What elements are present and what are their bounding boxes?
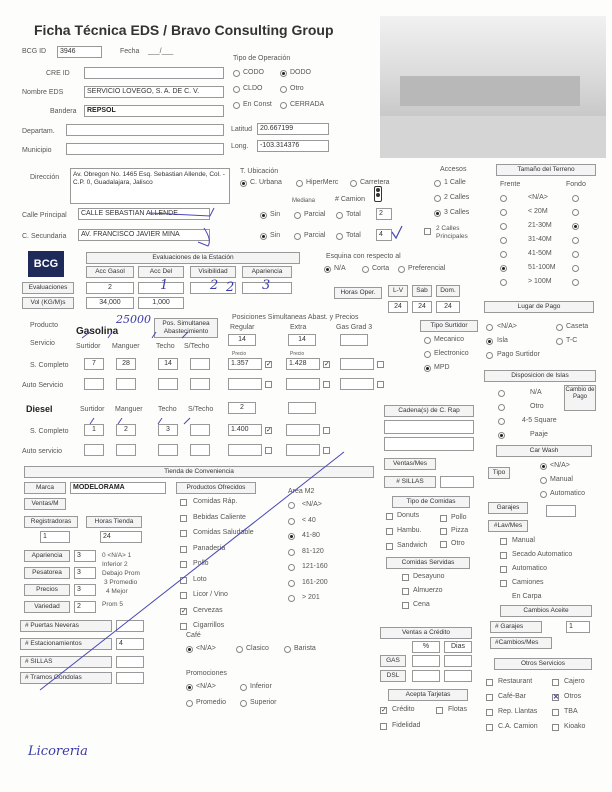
handwritten-eval-apariencia: 3	[262, 278, 271, 293]
ubicacion-title: T. Ubicación	[240, 168, 279, 175]
esquina-na-label: N/A	[334, 265, 346, 272]
tamano-range-label-6: > 100M	[528, 278, 552, 285]
calle-principal-parcial-label: Parcial	[304, 211, 326, 218]
horas-sab-field[interactable]: 24	[412, 301, 432, 313]
cafe-barista-label: Barista	[294, 645, 316, 652]
ventas-credito-title: Ventas a Crédito	[380, 627, 472, 639]
latitud-label: Latitud	[231, 126, 253, 133]
cambios-mes-label: #Cambios/Mes	[490, 637, 552, 649]
evaluaciones-title: Evaluaciones de la Estación	[86, 252, 300, 264]
eval-col-accdel: Acc Del	[138, 266, 184, 278]
mediana-label: Mediana	[292, 198, 316, 204]
operacion-cerrada-label: CERRADA	[290, 101, 325, 108]
area-label-1: < 40	[302, 516, 316, 524]
tamano-range-label-2: 21-30M	[528, 222, 552, 229]
precios-label: Precios	[24, 584, 70, 596]
handwritten-eval-visibilidad: 2	[210, 278, 219, 293]
lav-secado-label: Secado Automatico	[512, 551, 573, 558]
credito-dsl-label: DSL	[380, 670, 406, 682]
precio-extra-caption: Precio	[290, 351, 305, 357]
credito-pct-label: %	[412, 641, 440, 653]
cafe-clasico-label: Clasico	[246, 645, 269, 652]
sillas-mid-label: # SILLAS	[384, 476, 436, 488]
area-label-4: 121-160	[302, 563, 328, 570]
pesadora-label: Pesatorea	[24, 567, 70, 579]
garajes-label: Garajes	[488, 502, 528, 514]
diesel-title: Diesel	[26, 404, 53, 414]
producto-label-8: Cigarrillos	[193, 622, 225, 629]
producto-label-1: Bebidas Caliente	[193, 513, 246, 521]
horas-sab-label: Sab	[412, 285, 432, 297]
precio-regular-caption: Precio	[232, 351, 247, 357]
tienda-title: Tienda de Conveniencia	[24, 466, 374, 478]
producto-label-5: Loto	[193, 575, 207, 583]
calle-principal-label: Calle Principal	[22, 212, 67, 219]
diesel-precio-check[interactable]: ✓	[266, 427, 272, 434]
municipio-label: Municipio	[22, 147, 52, 154]
accesos-principales-label: 2 Calles Principales	[436, 225, 468, 240]
otros-llantas-label: Rep. Llantas	[498, 708, 538, 715]
lav-camiones-label: Camiones	[512, 579, 544, 586]
departamento-label: Departam.	[22, 128, 55, 135]
comida-donuts-label: Donuts	[397, 512, 420, 519]
gas-techo-field[interactable]: 14	[158, 358, 178, 370]
operacion-cldo-label: CLDO	[243, 85, 263, 92]
diesel-techo-field[interactable]: 3	[158, 424, 178, 436]
direccion-label: Dirección	[30, 174, 60, 181]
horas-tienda-label: Horas Tienda	[86, 516, 142, 528]
pos-regular-field[interactable]: 14	[228, 334, 256, 346]
surtidor-mecanico-label: Mecanico	[434, 336, 464, 343]
gas-manguer-hdr: Manguer	[112, 343, 140, 350]
num-garajes-label: # Garajes	[490, 621, 542, 633]
ventas-mes-label: Ventas/Mes	[384, 458, 436, 470]
producto-check-7[interactable]: ✓	[181, 607, 187, 615]
diesel-precio-field[interactable]: 1.400	[228, 424, 262, 436]
frente-label: Frente	[500, 181, 521, 188]
credito-gas-label: GAS	[380, 655, 406, 667]
calle-principal-sin-label: Sin	[270, 211, 281, 218]
islas-otro-label: Otro	[530, 403, 544, 410]
servida-cena-label: Cena	[413, 601, 430, 608]
islas-na-label: N/A	[530, 389, 542, 396]
otros-camion-label: C.A. Camion	[498, 723, 538, 730]
operacion-title: Tipo de Operación	[233, 55, 291, 62]
tamano-range-label-4: 41-50M	[528, 250, 552, 257]
carwash-manual-label: Manual	[550, 476, 573, 483]
gas-surtidor-hdr: Surtidor	[76, 343, 101, 350]
accesos-2-label: 2 Calles	[444, 194, 470, 201]
calle-principal-field[interactable]: CALLE SEBASTIAN ALLENDE	[78, 208, 210, 220]
operacion-dodo-label: DODO	[290, 69, 311, 76]
gas-auto-label: Auto Servicio	[22, 382, 64, 389]
otros-cafebar-label: Café-Bar	[498, 693, 527, 700]
lav-carpa-label: En Carpa	[512, 593, 542, 600]
operacion-enconst-label: En Const	[243, 101, 272, 108]
otros-cajero-label: Cajero	[564, 678, 585, 685]
tamano-title: Tamaño del Terreno	[496, 164, 596, 176]
calle-principal-total-label: Total	[346, 211, 361, 218]
scale-1: Inferior 2	[102, 561, 128, 568]
otros-title: Otros Servicios	[494, 658, 592, 670]
gas-stecho-hdr: S/Techo	[184, 343, 210, 350]
estacionamientos-field[interactable]: 4	[116, 638, 144, 650]
calle-secundaria-sin-label: Sin	[270, 232, 281, 239]
gas-completo-label: S. Completo	[30, 362, 69, 369]
eval-col-accgasol: Acc Gasol	[86, 266, 134, 278]
cafe-title: Café	[186, 632, 201, 639]
tarjeta-fidelidad-label: Fidelidad	[392, 722, 421, 729]
bcg-id-label: BCG ID	[22, 48, 47, 55]
bcg-logo: BCG	[28, 251, 64, 277]
cre-id-label: CRE ID	[46, 70, 70, 77]
area-label-6: > 201	[302, 594, 320, 601]
calle-secundaria-label: C. Secundaria	[22, 233, 67, 240]
tarjeta-flotas-label: Flotas	[448, 706, 468, 713]
tamano-range-label-3: 31-40M	[528, 236, 552, 243]
promo-title: Promociones	[186, 670, 227, 677]
tarjetas-title: Acepta Tarjetas	[388, 689, 468, 701]
registradoras-field[interactable]: 1	[40, 531, 70, 543]
area-label-3: 81-120	[302, 547, 324, 555]
tarjeta-credito-label: Crédito	[392, 706, 415, 713]
islas-square-label: 4-5 Square	[522, 417, 557, 424]
diesel-techo-hdr: Techo	[158, 406, 177, 413]
cadenas-title: Cadena(s) de C. Rap	[384, 405, 474, 417]
precios-field[interactable]: 3	[74, 584, 96, 596]
calle-secundaria-total-label: Total	[346, 232, 361, 239]
direccion-field[interactable]: Av. Obregon No. 1465 Esq. Sebastian Allende, Col. - C.P. 0, Guadalajara, Jalisco	[70, 168, 230, 204]
marca-field[interactable]: MODELORAMA	[70, 482, 166, 494]
precio-regular-field[interactable]: 1.357	[228, 358, 262, 370]
accesos-3-label: 3 Calles	[444, 209, 470, 216]
variedad-label: Variedad	[24, 601, 70, 613]
fondo-label: Fondo	[566, 181, 586, 188]
scale-4: 4 Mejor	[106, 588, 128, 595]
comida-pizza-label: Pizza	[451, 527, 469, 534]
area-title: Area M2	[288, 488, 315, 495]
otros-kioako-label: Kioako	[564, 723, 586, 730]
area-label-0: <N/A>	[302, 501, 322, 508]
scale-2: Debajo Prom	[102, 570, 140, 577]
producto-label-6: Licor / Vino	[193, 591, 228, 598]
diesel-completo-label: S. Completo	[30, 428, 69, 435]
servida-almuerzo-label: Almuerzo	[413, 587, 443, 594]
longitud-field[interactable]: -103.314376	[257, 140, 329, 152]
scale-3: 3 Promedio	[104, 579, 138, 586]
fecha-field[interactable]: ___/___	[148, 48, 174, 55]
producto-label-3: Panadería	[193, 544, 226, 552]
sillas-label: # SILLAS	[20, 656, 112, 668]
accesos-title: Accesos	[440, 166, 467, 173]
esquina-title: Esquina con respecto al	[326, 253, 401, 260]
islas-paaje-label: Paaje	[530, 431, 548, 438]
pago-isla-label: Isla	[497, 337, 508, 344]
surtidor-electronico-label: Electronico	[434, 350, 469, 357]
tramos-label: # Tramos Gondolas	[20, 672, 112, 684]
scale-5: Prom 5	[102, 601, 123, 608]
otros-restaurant-label: Restaurant	[498, 678, 533, 685]
islas-title: Disposicion de Islas	[484, 370, 596, 382]
horas-label: Horas Oper.	[334, 287, 382, 299]
variedad-field[interactable]: 2	[74, 601, 96, 613]
gas-techo-hdr: Techo	[156, 343, 175, 350]
pos-precios-header: Posiciones Simultaneas Abast. y Precios	[232, 314, 359, 321]
eval-col-apariencia: Apariencia	[242, 266, 292, 278]
vol-del-field[interactable]: 1,000	[138, 297, 184, 309]
tarjeta-credito-check[interactable]: ✓	[381, 707, 387, 714]
regular-label: Regular	[230, 324, 255, 331]
diesel-stecho-hdr: S/Techo	[188, 406, 214, 413]
nombre-eds-field[interactable]: SERVICIO LOVEGO, S. A. DE C. V.	[84, 86, 224, 98]
vol-gasol-field[interactable]: 34,000	[86, 297, 134, 309]
cafe-na-label: <N/A>	[196, 645, 216, 652]
handwritten-eval-accdel: 1	[160, 278, 169, 293]
ubicacion-carretera-label: Carretera	[360, 179, 390, 186]
cambios-aceite-title: Cambios Aceite	[500, 605, 592, 617]
tamano-range-label-5: 51-100M	[528, 264, 556, 271]
servida-desayuno-label: Desayuno	[413, 573, 445, 580]
num-garajes-field[interactable]: 1	[566, 621, 590, 633]
horas-dom-field[interactable]: 24	[436, 301, 460, 313]
surtidor-mpd-label: MPD	[434, 364, 450, 371]
pos-extra-field[interactable]: 14	[288, 334, 316, 346]
marca-label: Marca	[24, 482, 66, 494]
precio-regular-check[interactable]: ✓	[266, 361, 272, 368]
precio-extra-check[interactable]: ✓	[324, 361, 330, 368]
operacion-otro-label: Otro	[290, 85, 304, 92]
longitud-label: Long.	[231, 143, 249, 150]
ubicacion-hipermerc-label: HiperMerc	[306, 179, 339, 186]
scale-0: 0 <N/A> 1	[102, 552, 132, 559]
diesel-auto-label: Auto servicio	[22, 448, 63, 455]
comida-pollo-label: Pollo	[451, 514, 467, 521]
otros-otros-label: Otros	[564, 693, 582, 700]
fecha-label: Fecha	[120, 48, 140, 55]
calle-principal-carriles[interactable]: 2	[376, 208, 392, 220]
promo-promedio-label: Promedio	[196, 699, 226, 706]
pago-surtidor-label: Pago Surtidor	[497, 351, 540, 358]
ventas-m-label: Ventas/M	[24, 498, 66, 510]
extra-label: Extra	[290, 324, 307, 331]
page-title: Ficha Técnica EDS / Bravo Consulting Group	[34, 22, 334, 38]
producto-label-0: Comidas Ráp.	[193, 498, 238, 505]
calle-secundaria-parcial-label: Parcial	[304, 232, 326, 239]
bandera-field[interactable]: REPSOL	[84, 105, 224, 117]
lugar-pago-title: Lugar de Pago	[484, 301, 594, 313]
esquina-corta-label: Corta	[372, 265, 390, 272]
pesadora-field[interactable]: 3	[74, 567, 96, 579]
handwritten-eval-visibilidad-2: 2	[226, 280, 235, 295]
horas-dom-label: Dom.	[436, 285, 460, 297]
handwritten-price-note: 25000	[116, 313, 151, 326]
gasolina-title: Gasolina	[76, 326, 119, 337]
puertas-label: # Puertas Neveras	[20, 620, 112, 632]
ubicacion-urbana-label: C. Urbana	[250, 179, 282, 186]
registradoras-label: Registradoras	[24, 516, 78, 528]
producto-label-7: Cervezas	[193, 606, 223, 614]
eval-accgasol-field[interactable]: 2	[86, 282, 134, 294]
bcg-id-field[interactable]: 3946	[57, 46, 102, 58]
bandera-label: Bandera	[50, 108, 77, 115]
promo-superior-label: Superior	[250, 699, 277, 706]
diesel-surtidor-field[interactable]: 1	[84, 424, 104, 436]
carwash-auto-label: Automatico	[550, 490, 586, 497]
comida-hambu-label: Hambu.	[397, 527, 422, 534]
producto-label-4: Pollo	[193, 560, 209, 567]
producto-label: Producto	[30, 322, 59, 329]
diesel-surtidor-hdr: Surtidor	[80, 406, 105, 413]
tipo-surtidor-title: Tipo Surtidor	[420, 320, 478, 332]
diesel-pos-field[interactable]: 2	[228, 402, 256, 414]
gas-manguer-field[interactable]: 28	[116, 358, 136, 370]
gas3-label: Gas Grad 3	[336, 324, 373, 331]
credito-dias-label: Dias	[444, 641, 472, 653]
otros-tba-label: TBA	[564, 708, 578, 715]
horas-lv-label: L-V	[388, 285, 408, 297]
promo-na-label: <N/A>	[196, 683, 216, 690]
calle-secundaria-field[interactable]: AV. FRANCISCO JAVIER MINA	[78, 229, 210, 241]
pos-simultanea-label: Pos. Simultanea Abastecimiento	[154, 318, 218, 338]
eval-col-visibilidad: Visibilidad	[190, 266, 236, 278]
footnote-handwritten: Licoreria	[28, 744, 88, 759]
estacionamientos-label: # Estacionamientos	[20, 638, 112, 650]
lav-manual-label: Manual	[512, 537, 535, 544]
otros-otros-check[interactable]: ✕	[553, 694, 559, 701]
pago-tc-label: T-C	[566, 337, 578, 344]
area-label-5: 161-200	[302, 578, 328, 586]
apariencia-label: Apariencia	[24, 550, 70, 562]
comidas-servidas-title: Comidas Servidas	[386, 557, 470, 569]
calle-secundaria-carriles[interactable]: 4	[376, 229, 392, 241]
servicio-label: Servicio	[30, 340, 55, 347]
diesel-manguer-hdr: Manguer	[115, 406, 143, 413]
car-wash-title: Car Wash	[496, 445, 592, 457]
horas-tienda-field[interactable]: 24	[100, 531, 142, 543]
pago-caseta-label: Caseta	[566, 323, 589, 330]
gas-surtidor-field[interactable]: 7	[84, 358, 104, 370]
comida-otro-label: Otro	[451, 540, 465, 547]
accesos-1-label: 1 Calle	[444, 179, 466, 186]
camion-label: # Camion	[335, 196, 365, 203]
evaluaciones-label: Evaluaciones	[22, 282, 74, 294]
car-wash-tipo-label: Tipo	[488, 467, 510, 479]
apariencia-field[interactable]: 3	[74, 550, 96, 562]
operacion-codo-label: CODO	[243, 69, 264, 76]
tamano-range-label-0: <N/A>	[528, 194, 548, 201]
lav-auto-label: Automatico	[512, 565, 548, 572]
diesel-manguer-field[interactable]: 2	[116, 424, 136, 436]
esquina-preferencial-label: Preferencial	[408, 265, 446, 272]
tamano-range-label-1: < 20M	[528, 208, 548, 215]
cambio-pago-label: Cambio de Pago	[564, 385, 596, 411]
latitud-field[interactable]: 20.667199	[257, 123, 329, 135]
comida-sandwich-label: Sandwich	[397, 542, 428, 549]
vol-label: Vol (KG/M)s	[22, 297, 74, 309]
promo-inferior-label: Inferior	[250, 683, 272, 690]
horas-lv-field[interactable]: 24	[388, 301, 408, 313]
producto-label-2: Comidas Saludable	[193, 529, 254, 536]
area-label-2: 41-80	[302, 532, 320, 539]
productos-title: Productos Ofrecidos	[176, 482, 256, 494]
pago-na-label: <N/A>	[497, 323, 517, 330]
tipo-comidas-title: Tipo de Comidas	[392, 496, 470, 508]
lav-mes-label: #Lav/Mes	[488, 520, 528, 532]
carwash-na-label: <N/A>	[550, 462, 570, 469]
nombre-eds-label: Nombre EDS	[22, 89, 64, 96]
precio-extra-field[interactable]: 1.428	[286, 358, 320, 370]
